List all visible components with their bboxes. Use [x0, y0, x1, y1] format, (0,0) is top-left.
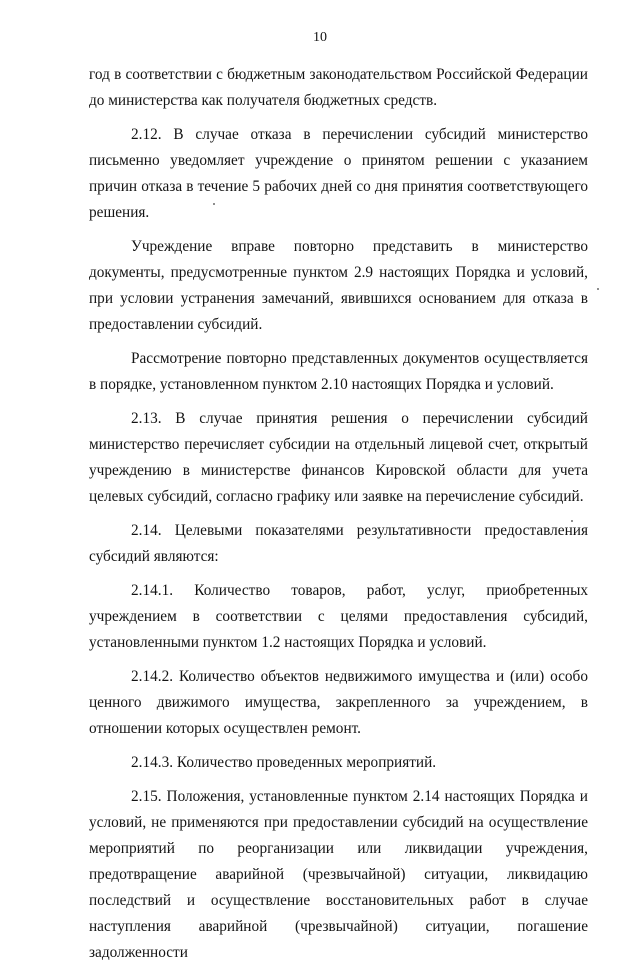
document-body: [89, 62, 588, 974]
paragraph-2-14: 2.14. Целевыми показателями результативности предоставления субсидий являются:: [89, 521, 588, 565]
scan-speck: [571, 520, 573, 522]
scan-speck: [597, 288, 599, 290]
paragraph-2-13: 2.13. В случае принятия решения о перечислении субсидий министерство перечисляет субсидии на отдельный лицевой счет, открытый учреждению в министерстве финансов Кировской области для учета целевых субсидий, согласно графику или заявке на перечисление субсидий.: [89, 410, 588, 505]
paragraph-2-14-2: 2.14.2. Количество объектов недвижимого имущества и (или) особо ценного движимого имущества, закрепленного за учреждением, в отношении которых осуществлен ремонт.: [89, 668, 588, 737]
paragraph-continuation: год в соответствии с бюджетным законодательством Российской Федерации до министерства как получателя бюджетных средств.: [89, 66, 588, 109]
page-number: 10: [313, 30, 327, 45]
paragraph-2-15: 2.15. Положения, установленные пунктом 2.14 настоящих Порядка и условий, не применяются при предоставлении субсидий на осуществление мероприятий по реорганизации или ликвидации учреждения, предотвращение аварийной (чрезвычайной) ситуации, ликвидацию последствий и осуществление восстановительных работ в случае наступления аварийной (чрезвычайной) ситуации, погашение задолженности: [89, 788, 588, 961]
paragraph-resubmission: Учреждение вправе повторно представить в министерство документы, предусмотренные пунктом 2.9 настоящих Порядка и условий, при условии устранения замечаний, явившихся основанием для отказа в предоставлении субсидий.: [89, 238, 588, 333]
paragraph-review: Рассмотрение повторно представленных документов осуществляется в порядке, установленном пунктом 2.10 настоящих Порядка и условий.: [89, 349, 588, 393]
paragraph-2-14-3: 2.14.3. Количество проведенных мероприятий.: [131, 754, 437, 772]
scan-speck: [213, 203, 215, 205]
paragraph-2-14-1: 2.14.1. Количество товаров, работ, услуг, приобретенных учреждением в соответствии с целями предоставления субсидий, установленными пунктом 1.2 настоящих Порядка и условий.: [89, 582, 588, 651]
paragraph-2-12: 2.12. В случае отказа в перечислении субсидий министерство письменно уведомляет учреждение о принятом решении с указанием причин отказа в течение 5 рабочих дней со дня принятия соответствующего решения.: [89, 126, 588, 221]
